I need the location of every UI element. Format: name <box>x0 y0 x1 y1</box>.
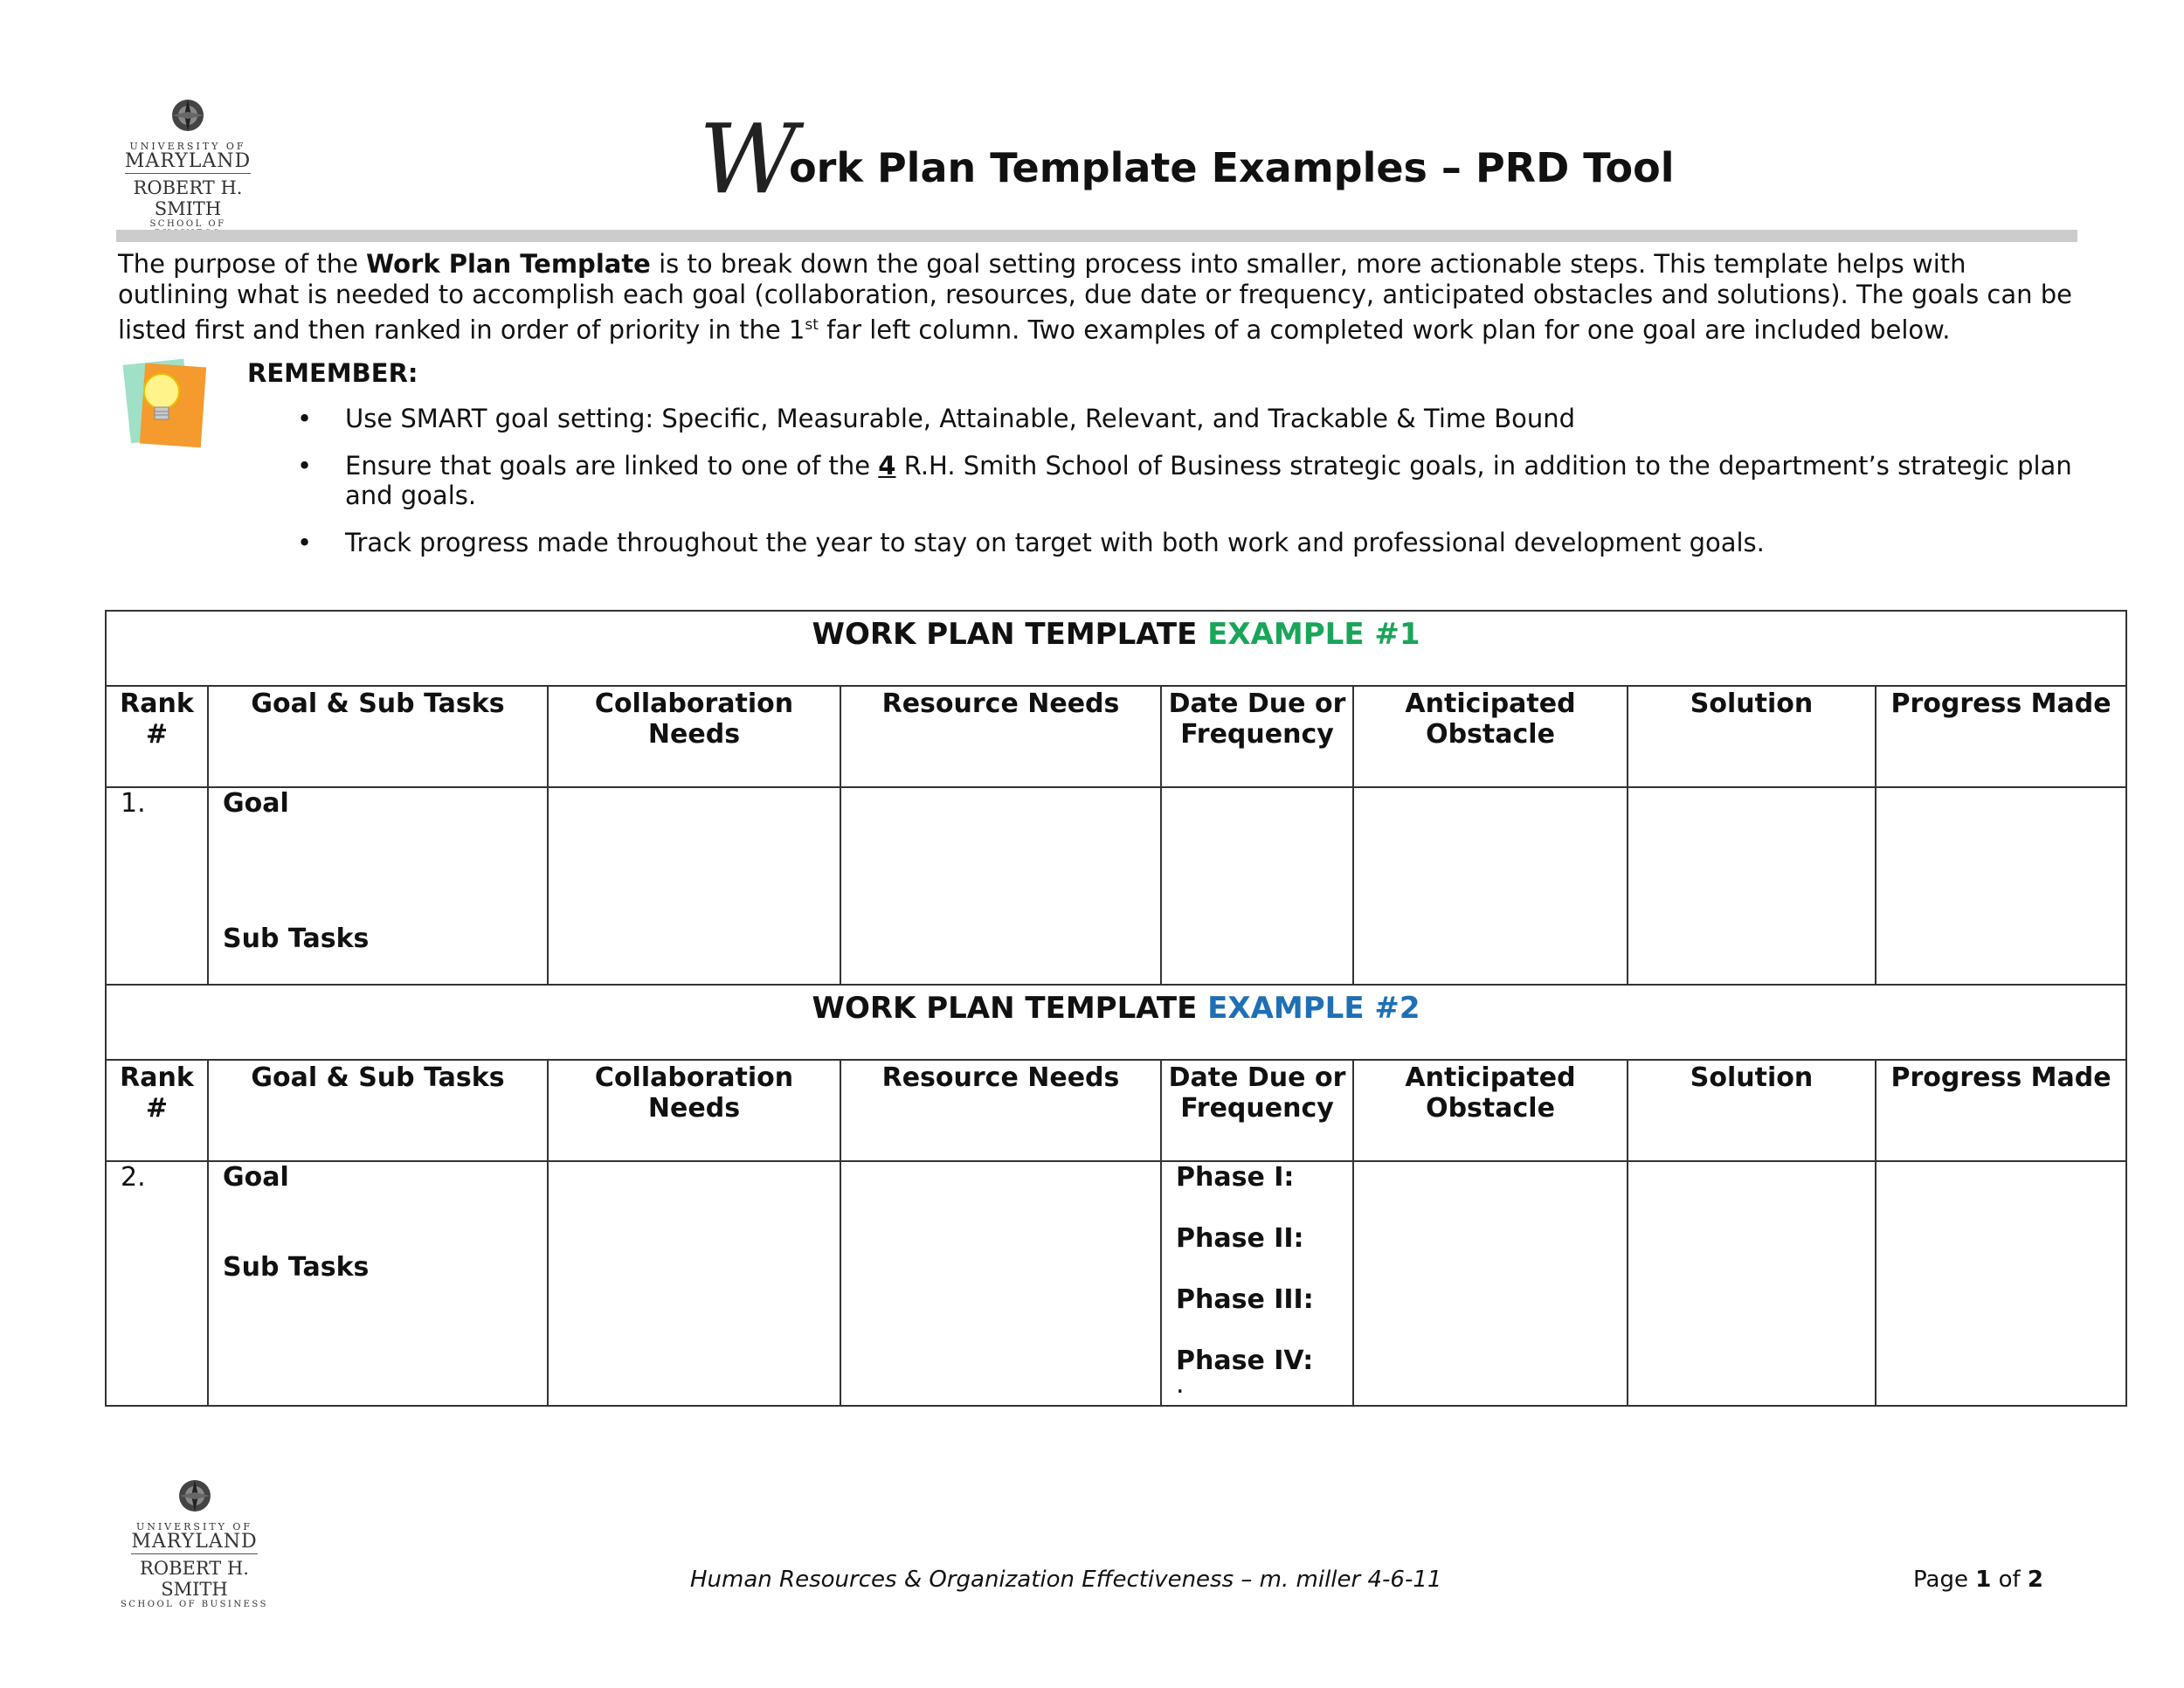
row1-obstacle <box>1353 787 1628 985</box>
bullet-text-1: Use SMART goal setting: Specific, Measurable, Attainable, Relevant, and Trackable & Time Bound <box>345 404 1576 433</box>
header-goal: Goal & Sub Tasks <box>208 686 548 787</box>
row2-collab <box>548 1161 840 1406</box>
title-initial: W <box>699 103 786 215</box>
page-title <box>699 103 1675 217</box>
example-1-label: EXAMPLE #1 <box>1207 617 1420 652</box>
row1-rank: 1. <box>106 787 208 985</box>
crest-icon <box>176 1477 214 1515</box>
intro-bold: Work Plan Template <box>366 249 651 279</box>
header-obstacle: Anticipated Obstacle <box>1353 1060 1628 1161</box>
title-rest: ork Plan Template Examples – PRD Tool <box>789 144 1675 191</box>
header-solution: Solution <box>1628 1060 1876 1161</box>
section-prefix-2: WORK PLAN TEMPLATE <box>812 991 1208 1026</box>
bullet-text-2-num: 4 <box>878 451 896 481</box>
row2-subtasks: Sub Tasks <box>223 1252 370 1283</box>
header-rank: Rank # <box>106 1060 208 1161</box>
row2-phase-2: Phase II: <box>1176 1223 1304 1254</box>
remember-list <box>293 404 2075 575</box>
page-current: 1 <box>1975 1567 1992 1593</box>
umd-logo-bottom <box>118 1477 271 1609</box>
row1-subtasks: Sub Tasks <box>223 924 370 954</box>
example-2-heading <box>106 985 2126 1060</box>
crest-icon <box>169 96 207 135</box>
list-item <box>293 451 2075 510</box>
logo-maryland: MARYLAND <box>131 1531 258 1553</box>
row2-date-cell <box>1161 1161 1353 1406</box>
intro-paragraph <box>118 249 2075 346</box>
header-obstacle: Anticipated Obstacle <box>1353 686 1628 787</box>
example-2-label: EXAMPLE #2 <box>1207 991 1420 1026</box>
section-prefix-1: WORK PLAN TEMPLATE <box>812 617 1208 652</box>
page-number <box>1913 1567 2043 1593</box>
logo-university-of: UNIVERSITY OF <box>129 141 246 152</box>
logo-school-of-business: SCHOOL OF <box>149 219 226 229</box>
row1-progress <box>1876 787 2126 985</box>
bullet-icon: • <box>297 451 313 481</box>
bullet-text-2-pre: Ensure that goals are linked to one of the <box>345 451 879 481</box>
table-row <box>106 1161 2126 1406</box>
work-plan-table <box>105 610 2127 1407</box>
table-row <box>106 787 2126 985</box>
logo-robert-h-smith: ROBERT H. SMITH <box>133 177 243 219</box>
row1-date <box>1161 787 1353 985</box>
header-rank: Rank # <box>106 686 208 787</box>
row1-resource <box>840 787 1161 985</box>
bullet-icon: • <box>297 528 313 557</box>
row2-goal-cell <box>208 1161 548 1406</box>
intro-text-3: far left column. Two examples of a completed work plan for one goal are included below. <box>818 315 1951 345</box>
logo-maryland: MARYLAND <box>124 150 252 172</box>
header-collab: Collaboration Needs <box>548 1060 840 1161</box>
header-date: Date Due or Frequency <box>1161 686 1353 787</box>
list-item <box>293 404 2075 433</box>
page-word: Page <box>1913 1567 1976 1593</box>
row1-collab <box>548 787 840 985</box>
bullet-icon: • <box>297 404 313 433</box>
row2-rank: 2. <box>106 1161 208 1406</box>
remember-heading: REMEMBER: <box>247 358 418 388</box>
row2-solution <box>1628 1161 1876 1406</box>
footer-text: Human Resources & Organization Effectiveness – m. miller 4-6-11 <box>690 1567 1442 1593</box>
logo-university-of: UNIVERSITY OF <box>135 1521 253 1532</box>
list-item <box>293 528 2075 557</box>
page-of: of <box>1991 1567 2028 1593</box>
header-resource: Resource Needs <box>840 1060 1161 1161</box>
header-solution: Solution <box>1628 686 1876 787</box>
header-progress: Progress Made <box>1876 1060 2126 1161</box>
lightbulb-icon <box>118 356 214 453</box>
row2-resource <box>840 1161 1161 1406</box>
umd-logo-top <box>118 96 258 239</box>
row1-goal-cell <box>208 787 548 985</box>
bullet-text-2-post: R.H. Smith School of Business strategic goals, in addition to the department’s strategic plan and goals. <box>345 451 2072 510</box>
intro-sup: st <box>805 316 819 334</box>
table-header-row <box>106 1060 2126 1161</box>
row2-phase-4: Phase IV: <box>1176 1346 1314 1376</box>
row1-solution <box>1628 787 1876 985</box>
logo-robert-h-smith: ROBERT H. SMITH <box>140 1558 249 1600</box>
title-divider <box>116 230 2077 242</box>
intro-text-2: is to break down the goal setting process into smaller, more actionable steps. This template helps with outlining what is needed to accomplish each goal (collaboration, resources, due date or frequency, anticipated obstacles and solutions). The goals can be listed first and then ranked in order of priority in the 1 <box>118 249 2072 345</box>
row1-goal: Goal <box>223 788 289 819</box>
page-total: 2 <box>2027 1567 2043 1593</box>
logo-school-of-business: SCHOOL OF BUSINESS <box>121 1600 268 1609</box>
row2-goal: Goal <box>223 1162 289 1193</box>
bullet-text-3: Track progress made throughout the year to stay on target with both work and professional development goals. <box>345 528 1765 557</box>
row2-phase-1: Phase I: <box>1176 1162 1295 1193</box>
header-progress: Progress Made <box>1876 686 2126 787</box>
intro-text-1: The purpose of the <box>118 249 367 279</box>
row2-progress <box>1876 1161 2126 1406</box>
header-goal: Goal & Sub Tasks <box>208 1060 548 1161</box>
header-resource: Resource Needs <box>840 686 1161 787</box>
row2-obstacle <box>1353 1161 1628 1406</box>
table-header-row <box>106 686 2126 787</box>
row2-phase-3: Phase III: <box>1176 1284 1314 1315</box>
header-date: Date Due or Frequency <box>1161 1060 1353 1161</box>
header-collab: Collaboration Needs <box>548 686 840 787</box>
row2-phase-trail: . <box>1176 1369 1185 1400</box>
example-1-heading <box>106 611 2126 686</box>
